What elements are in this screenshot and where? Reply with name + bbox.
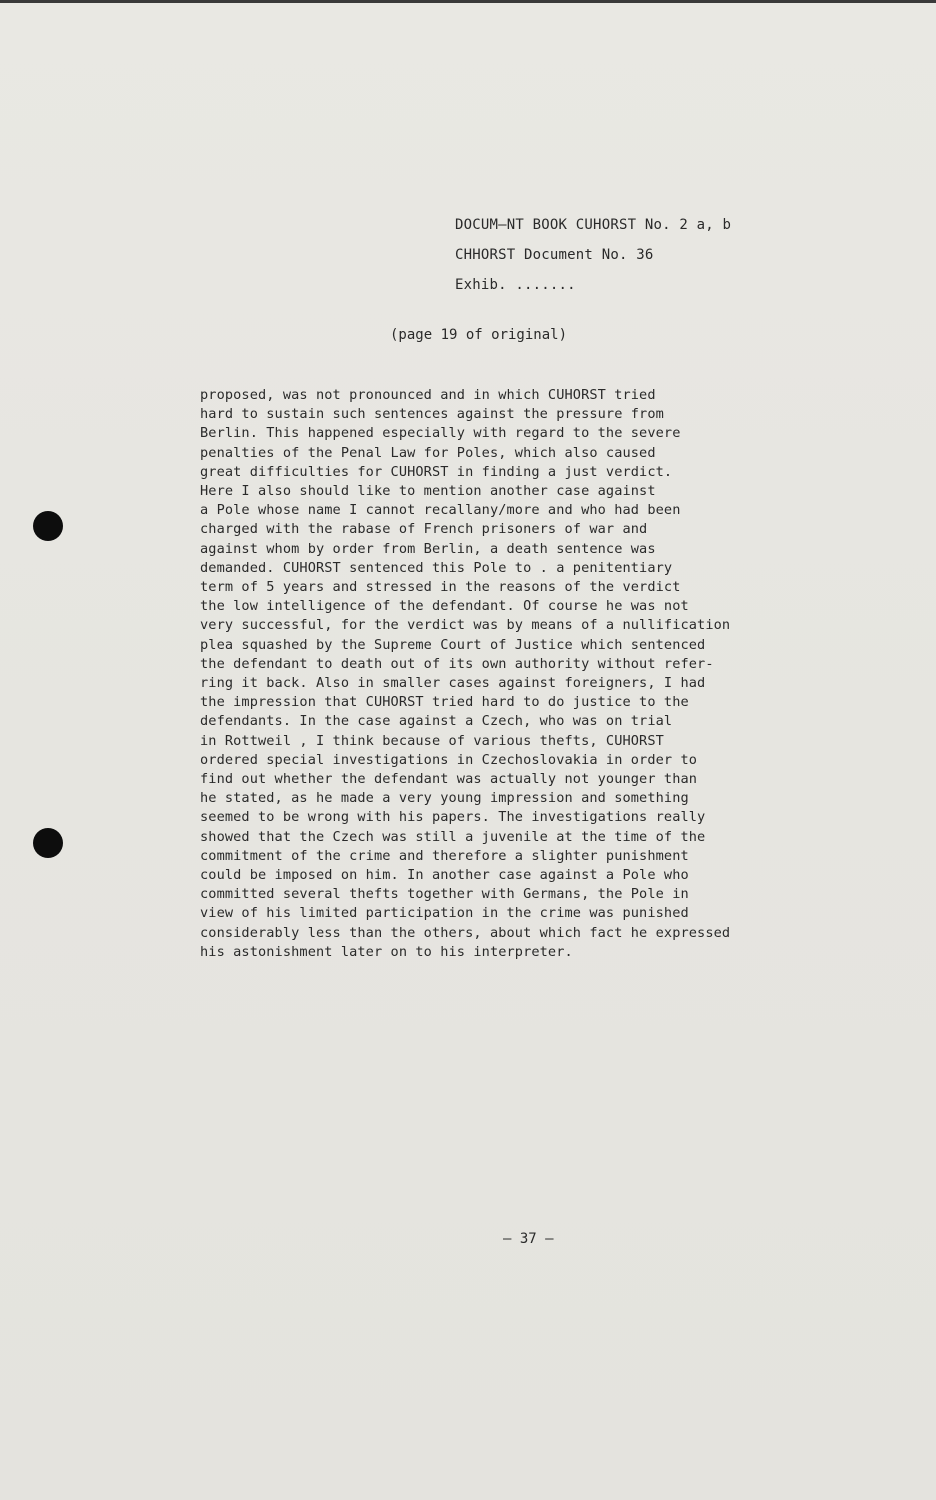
text-line: the defendant to death out of its own authority without refer- [200, 655, 714, 672]
text-line: could be imposed on him. In another case against a Pole who [200, 867, 689, 884]
text-line: great difficulties for CUHORST in finding a just verdict. [200, 463, 673, 480]
text-line: defendants. In the case against a Czech, who was on trial [200, 713, 673, 730]
header-exhibit: Exhib. ....... [455, 277, 576, 293]
text-line: charged with the rabase of French prisoners of war and [200, 521, 648, 538]
text-line: the low intelligence of the defendant. Of course he was not [200, 598, 689, 615]
text-line: ordered special investigations in Czechoslovakia in order to [200, 751, 698, 768]
text-line: committed several thefts together with Germans, the Pole in [200, 886, 689, 903]
text-line: view of his limited participation in the crime was punished [200, 905, 689, 922]
text-line: the impression that CUHORST tried hard to do justice to the [200, 694, 689, 711]
text-line: proposed, was not pronounced and in which CUHORST tried [200, 387, 656, 403]
text-line: considerably less than the others, about which fact he expressed [200, 924, 731, 941]
text-line: penalties of the Penal Law for Poles, which also caused [200, 444, 656, 461]
text-line: a Pole whose name I cannot recallany/more and who had been [200, 502, 681, 519]
text-line: Berlin. This happened especially with regard to the severe [200, 425, 681, 442]
header-document-number: CHHORST Document No. 36 [455, 247, 654, 263]
body-text [200, 386, 840, 962]
text-line: Here I also should like to mention another case against [200, 483, 656, 500]
punch-hole-upper [33, 511, 63, 541]
text-line: very successful, for the verdict was by means of a nullification [200, 617, 731, 634]
text-line: find out whether the defendant was actually not younger than [200, 771, 698, 788]
text-line: against whom by order from Berlin, a death sentence was [200, 540, 656, 557]
page-number: — 37 — [503, 1231, 554, 1247]
punch-hole-lower [33, 828, 63, 858]
text-line: term of 5 years and stressed in the reasons of the verdict [200, 579, 681, 596]
page-top-edge [0, 0, 936, 3]
text-line: commitment of the crime and therefore a slighter punishment [200, 847, 689, 864]
header-document-book: DOCUM—NT BOOK CUHORST No. 2 a, b [455, 217, 732, 233]
text-line: showed that the Czech was still a juvenile at the time of the [200, 828, 706, 845]
text-line: seemed to be wrong with his papers. The investigations really [200, 809, 706, 826]
text-line: demanded. CUHORST sentenced this Pole to . a penitentiary [200, 559, 673, 576]
text-line: in Rottweil , I think because of various thefts, CUHORST [200, 732, 664, 749]
text-line: ring it back. Also in smaller cases against foreigners, I had [200, 675, 706, 692]
text-line: plea squashed by the Supreme Court of Justice which sentenced [200, 636, 706, 653]
text-line: his astonishment later on to his interpreter. [200, 943, 573, 960]
text-line: he stated, as he made a very young impression and something [200, 790, 689, 807]
document-header [455, 212, 731, 302]
original-page-reference: (page 19 of original) [390, 327, 568, 343]
text-line: hard to sustain such sentences against the pressure from [200, 406, 664, 423]
